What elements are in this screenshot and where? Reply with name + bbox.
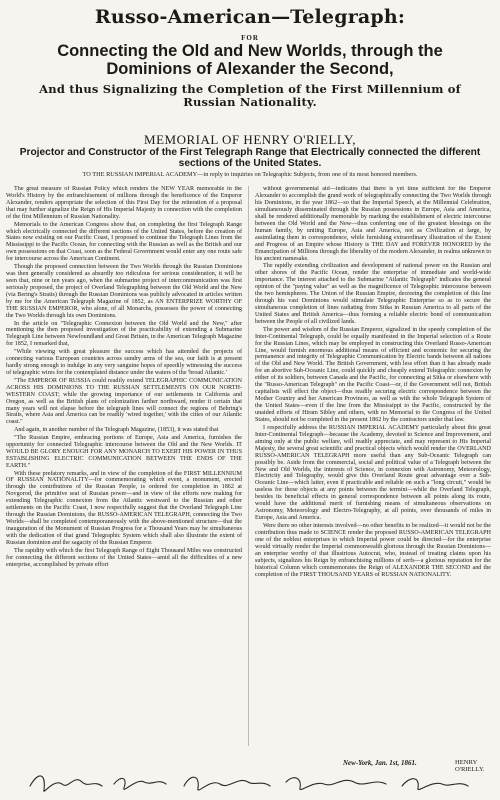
date-line: New-York, Jan. 1st, 1861. [343,759,417,767]
paragraph: The power and wisdom of the Russian Emperor, signalized in the speedy completion of the Inter-Continental Telegraph, could be equally manifested in the Imperial selection of a Route for the Russian Lines, which may be employed in constructing this Overland Russo-American Line, would furnish enormous additional means of efficient and economic for securing the permanence and integrity of Telegraphic Communication by Electric bands between all nations of the Old and New World. The British Government, with less effort than it has already made for an abortive Sub-Oceanic Line, could quickly and cheaply extend Telegraphic connexion by either of its soldiers, between Canada and the Pacific, for connecting at Sitka or elsewhere with the "Russo-American Telegraph" on the Pacific Coast—or, if the Government will not, British capitalists will effect the object—thus readily securing electric correspondence between the Mother Country and her American Provinces, as well as with the whole Telegraph System of the United States—even if the line from the Mississippi to the Pacific, constructed by the unaided efforts of Hiram Sibley and others, with no Memorial to the Congress of the United States, should not be completed in the present 1862 by the contractors under that law. [255,326,491,424]
column-divider [248,186,249,746]
paragraph: "While viewing with great pleasure the success which has attended the projects of connecting various European countries across sundry arms of the sea, our faith is at present hardly strong enough to indulge in any very sanguine hopes of speedily witnessing the success of telegraphic wires for the contemplated distance under the waters of the 'broad Atlantic.' [6,349,242,376]
signature-name: HENRY O'RIELLY. [455,759,485,773]
paragraph: Memorials to the American Congress show that, on completing the first Telegraph Range which electrically connected the different sections of the United States, before the creation of States now existing on our Pacific Coast, I proposed to continue the Telegraph Lines from the Mississippi to the Pacific Ocean, for connecting with the Russian as well as the British and our own possessions on that Coast, soon as the Federal Government would enter any one route safe for intercourse across the American Continent. [6,221,242,263]
paragraph: In the article on "Telegraphic Connexion between the Old World and the New," after mentioning the then proposed investigation of the practicability of extending a Submarine Telegraph Line between Newfoundland and Great Britain, in the American Telegraph Magazine for 1852, I remarked that, [6,320,242,348]
paragraph: The rapidity with which the first Telegraph Range of Eight Thousand Miles was constructed for connecting the different sections of the United States—amid all the difficulties of a new enterprise, accomplished by private effort [6,547,242,568]
paragraph: The great measure of Russian Policy which renders the NEW YEAR memorable in the World's History by the enfranchisement of millions through the beneficence of the Emperor Alexander, renders appropriate the selection of this First Day for the reiteration of a proposal that may further signalize the Reign of His Imperial Majesty in connection with the completion of the first Millennium of Russian Nationality. [6,186,242,220]
title: Russo-American—Telegraph: [94,6,406,28]
paragraph: The rapidly extending civilization and development of national power on the Russian and other shores of the Pacific Ocean, render the enterprise of immediate and world-wide importance. The interest attached to the Submarine "Atlantic Telegraph" indicates the general opinion of the "paying value" as well as the magnificence of Telegraphic intercourse between the two hemispheres. The Union of the Russian Empire, decreeing the completion of this line through his vast Dominions would stimulate Telegraphic Enterprise so as to secure the simultaneous completion of lines radiating from Sitka in Russian America to all parts of the United States and British America—thus forming a reliable electric bond of communication between the People of all civilized lands. [255,263,491,325]
paragraph: I respectfully address the RUSSIAN IMPERIAL ACADEMY particularly about this great Inter-Continental Telegraph—because the Academy, devoted to Science and Improvement, and aiming only at the public welfare, will readily appreciate, and may represent to His Imperial Majesty, the several great scientific and practical objects which would render the OVERLAND RUSSO-AMERICAN TELEGRAPH more useful than any Sub-Oceanic Telegraph can possibly be. Aside from the commercial, social and political value of a Telegraph between the New and Old Worlds, the interests of Science, in connexion with Astronomy, Meteorology, Electricity and Telegraphy, would give this Overland Route great advantage over a Sub-Oceanic Line—which latter, even if practicable and reliable on such a "long circuit," would be useless for those objects at any points between the termini—while the Overland Telegraph, besides its beneficial effects in general correspondence between all points along its route, would have the additional merit of furnishing means of simultaneous observations on Astronomy, Meteorology and Electro-Telegraphy, at all points, over thousands of miles in Europe, Asia and America. [255,424,491,522]
memorial-heading: MEMORIAL OF HENRY O'RIELLY, [144,132,356,147]
title-left: Russo-American [94,6,272,28]
for-label: FOR [241,34,259,42]
handwritten-signature [24,768,474,798]
subtitle-millennium: And thus Signalizing the Completion of the First Millennium of Russian Nationality. [39,82,461,109]
title-right: Telegraph [290,6,398,28]
paragraph: "The EMPEROR OF RUSSIA could readily extend TELEGRAPHIC COMMUNICATION ACROSS HIS DOMINIONS TO THE RUSSIAN SETTLEMENTS ON OUR NORTH-WESTERN COAST; while the growing importance of our settlements in California and Oregon, as well as the British plans of colonization farther northward, render it certain that many years will not elapse before the telegraph lines will connect the regions of Behring's Straits, where Asia and America can be readily 'wired together,' with the cities of our Atlantic coast." [6,377,242,426]
paragraph: Though the proposed connection between the Two Worlds through the Russian Dominions was then generally considered as absurdly too ridiculous for serious consideration, it will be seen that, nine or ten years ago, when the submarine project of intercommunication was first seriously proposed, the project of Overland Telegraphing between the Old World and the New (via Bering's Straits) through the Russian Dominions was publicly advocated in articles written by me for the American Telegraph Magazine of 1852, as AN ENTERPRIZE WORTHY OF THE RUSSIAN EMPEROR, who alone, of all Monarchs, possesses the power of connecting the Two Worlds through his own Dominions. [6,264,242,319]
paragraph: Were there no other interests involved—no other benefits to be realized—it would not be the contribution thus made to SCIENCE render the proposed RUSSO-AMERICAN TELEGRAPH one of the noblest enterprises to which Imperial power could be directed—for the enterprise would virtually render the Imperial commonwealth glorious through the Russian Dominions—an enterprise worthy of that illustrious Autocrat, who, instead of treating claims upon his subjects, signalizes his Reign by enfranchising millions of serfs—a glorious reputation for the historical Column which commemorates the Reign of ALEXANDER THE SECOND and the completion of the FIRST THOUSAND YEARS of RUSSIAN NATIONALITY. [255,522,491,578]
paragraph: And again, in another number of the Telegraph Magazine, (1853), it was stated that [14,427,219,434]
paragraph: "The Russian Empire, embracing portions of Europe, Asia and America, furnishes the opportunity for connected Telegraphic intercourse between the Old and the New Worlds. IT WOULD BE GLORY ENOUGH FOR ANY MONARCH TO EXERT HIS POWER IN THUS ESTABLISHING ELECTRIC COMMUNICATION BETWEEN THE ENDS OF THE EARTH." [6,434,242,469]
role-line: Projector and Constructor of the First Telegraph Range that Electrically connected the different sections of the United States. [19,147,481,169]
paragraph: without governmental aid—indicates that there is yet time sufficient for the Emperor Alexander to accomplish the grand work of telegraphically connecting the Two Worlds through his Dominions, in the year 1862—so that the Imperial Speech, at the Millennial Celebration, simultaneously disseminated through the Russian possessions in Europe, Asia and America, shall be rendered additionally memorable by marking the establishment of electric intercourse between the Old World and the New—thus conferring one of the greatest blessings on the human family, by uniting Europe, Asia and America, not as Civilization at large, by assimilating them in correspondence, while furnishing extraordinary illustration of the Extent and Progress of an Empire whose History is THE DAY and FOREVER HONORED by the Emancipation of Millions through the liberality of the modern Alexander, in realms unknown to his ancient namesake. [255,186,491,262]
paragraph: With these prefatory remarks, and in view of the completion of the FIRST MILLENNIUM OF RUSSIAN NATIONALITY—for commemorating which event, a monument, erected through the contributions of the Russian People, is ordered for completion in 1862 at Novgorod, the primitive seat of Russian power—and in view of the efforts now making for extending Telegraphic connexion from the Atlantic westward to the Russian and other settlements on the Pacific Coast, I now respectfully suggest that the Overland Telegraph Line through the Russian Dominions, the RUSSO-AMERICAN TELEGRAPH, connecting the Two Worlds—shall be completed contemporaneously with the above-mentioned structure—that the inauguration of the Monument of Russian Progress for a Thousand Years may be simultaneous with the dedication of that grand Telegraphic System which shall also illustrate the extent of Russian dominion and the sagacity of the Russian Emperor. [6,470,242,547]
subtitle: Connecting the Old and New Worlds, through the Dominions of Alexander the Second, [57,42,443,78]
left-column [6,186,242,758]
right-column [255,186,491,758]
to-line: TO THE RUSSIAN IMPERIAL ACADEMY—in reply to inquiries on Telegraphic Subjects, from one of its most honored members. [82,171,418,178]
